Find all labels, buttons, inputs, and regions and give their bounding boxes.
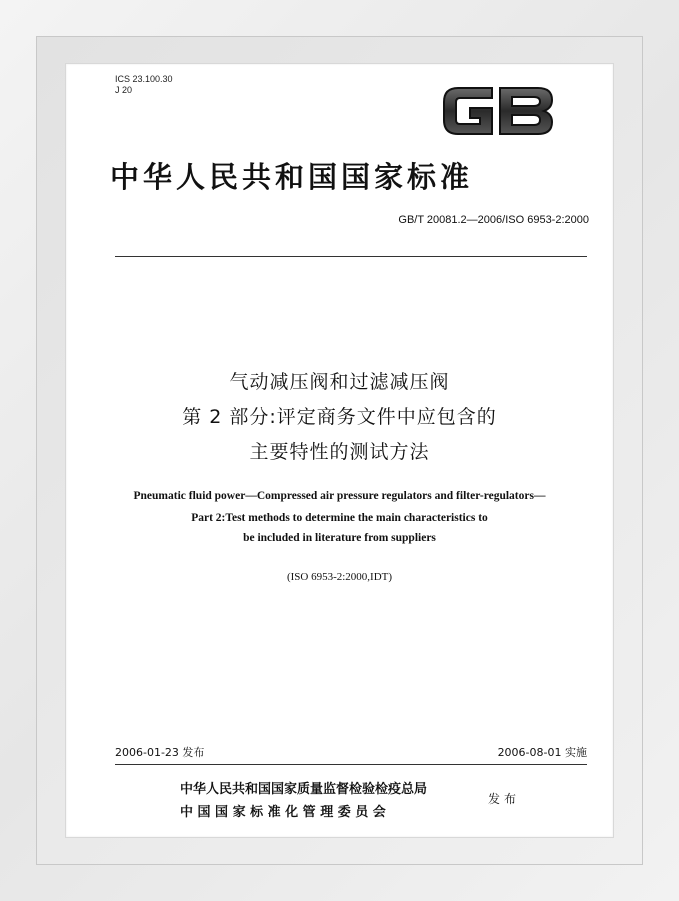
en-title-line-2: Part 2:Test methods to determine the main characteristics to xyxy=(191,512,488,524)
ccs-code: J 20 xyxy=(115,85,133,95)
ics-code: ICS 23.100.30 xyxy=(115,74,173,84)
cn-title-line-3: 主要特性的测试方法 xyxy=(249,441,430,463)
issuer-line-2: 中 国 国 家 标 准 化 管 理 委 员 会 xyxy=(180,805,386,820)
iso-equivalence-note: (ISO 6953-2:2000,IDT) xyxy=(286,571,393,583)
standard-title: 中华人民共和国国家标准 xyxy=(110,160,474,194)
footer-divider xyxy=(115,764,587,765)
cn-title-line-2: 第 2 部分:评定商务文件中应包含的 xyxy=(182,406,497,428)
standard-code: GB/T 20081.2—2006/ISO 6953-2:2000 xyxy=(398,214,589,226)
gb-logo xyxy=(440,80,556,142)
en-title-line-1: Pneumatic fluid power—Compressed air pressure regulators and filter-regulators— xyxy=(133,490,546,502)
issue-date: 2006-01-23 发布 xyxy=(115,746,205,759)
en-title-line-3: be included in literature from suppliers xyxy=(243,532,436,544)
classification-codes xyxy=(115,74,173,96)
cn-title-line-1: 气动减压阀和过滤减压阀 xyxy=(229,371,450,393)
issuer-line-1: 中华人民共和国国家质量监督检验检疫总局 xyxy=(180,782,428,797)
publish-label: 发布 xyxy=(488,792,521,806)
header-divider xyxy=(115,256,587,257)
effective-date: 2006-08-01 实施 xyxy=(497,746,587,759)
